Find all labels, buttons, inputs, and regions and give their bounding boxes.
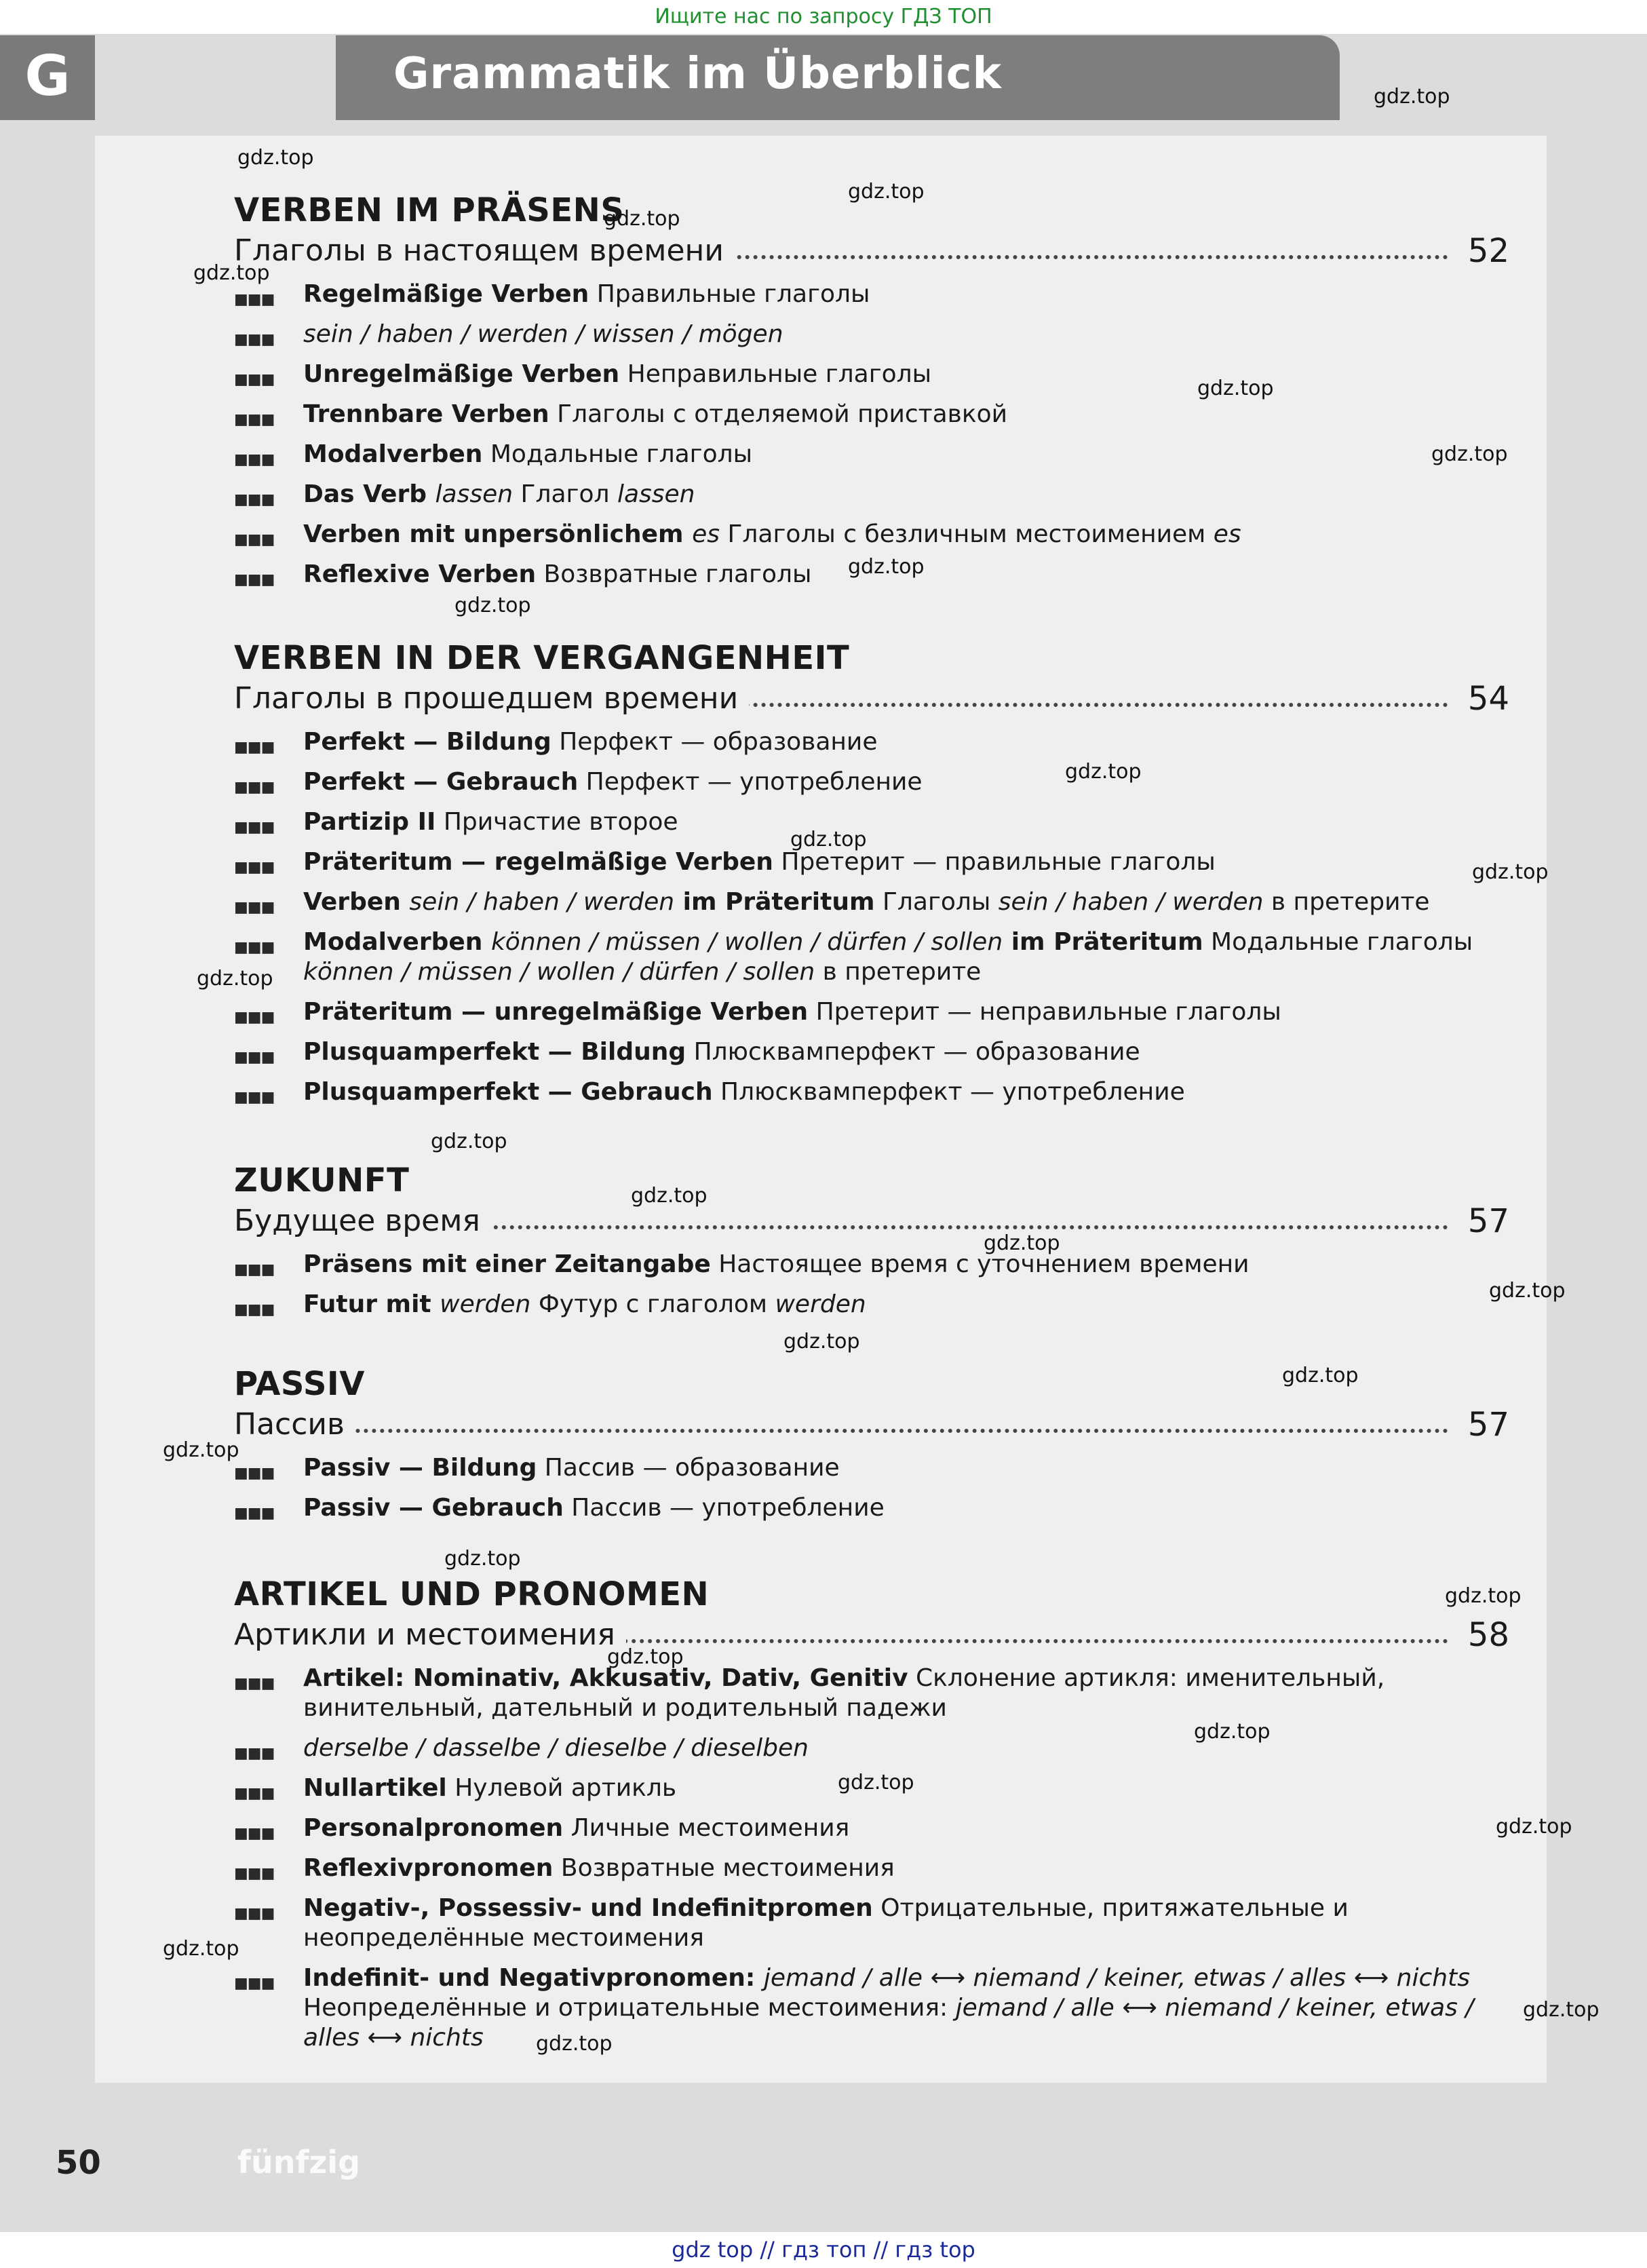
german-term: Perfekt — Gebrauch (303, 768, 579, 796)
german-term: Futur mit (303, 1290, 440, 1318)
russian-translation: Глаголы с отделяемой приставкой (549, 400, 1008, 428)
bullet-squares-icon: ■■■ (234, 571, 275, 588)
russian-translation: Плюсквамперфект — образование (686, 1038, 1140, 1066)
italic-term: jemand / alle ⟷ niemand / keiner, etwas / alles ⟷ nichts (763, 1964, 1470, 1992)
leader-dots (234, 1429, 1448, 1433)
german-term: Negativ-, Possessiv- und Indefinitpromen (303, 1894, 873, 1922)
italic-term: werden (775, 1290, 866, 1318)
section-subtitle: Глаголы в прошедшем времени (234, 678, 749, 719)
watermark-text: gdz.top (1065, 760, 1142, 784)
italic-term: können / müssen / wollen / dürfen / sollen (490, 928, 1003, 956)
italic-term: können / müssen / wollen / dürfen / sollen (303, 958, 815, 986)
watermark-text: gdz.top (1374, 85, 1450, 109)
toc-item (234, 400, 1509, 429)
toc-item (234, 480, 1509, 510)
toc-section (234, 638, 1509, 1117)
german-term: Verben (303, 888, 410, 916)
bullet-squares-icon: ■■■ (234, 1865, 275, 1882)
toc-item (234, 847, 1509, 877)
bullet-squares-icon: ■■■ (234, 1301, 275, 1318)
russian-translation: в претерите (1263, 888, 1430, 916)
german-term: Perfekt — Bildung (303, 728, 551, 756)
russian-translation: Перфект — образование (551, 728, 878, 756)
german-term: Unregelmäßige Verben (303, 360, 620, 388)
toc-item (234, 1664, 1509, 1723)
bullet-squares-icon: ■■■ (234, 411, 275, 428)
bullet-squares-icon: ■■■ (234, 819, 275, 836)
russian-translation: Пассив — образование (537, 1454, 840, 1482)
german-term: Trennbare Verben (303, 400, 549, 428)
watermark-text: gdz.top (536, 2032, 613, 2056)
toc-section (234, 1160, 1509, 1330)
toc-item (234, 887, 1509, 917)
watermark-text: gdz.top (783, 1330, 860, 1353)
page-number-word: fünfzig (237, 2144, 360, 2180)
section-subtitle: Пассив (234, 1404, 355, 1445)
bullet-squares-icon: ■■■ (234, 531, 275, 548)
section-page-number: 52 (1457, 231, 1509, 271)
section-subtitle-row[interactable] (234, 678, 1509, 720)
german-term: Indefinit- und Negativpronomen: (303, 1964, 764, 1992)
section-subtitle: Глаголы в настоящем времени (234, 231, 735, 271)
section-subtitle-row[interactable] (234, 231, 1509, 273)
bullet-squares-icon: ■■■ (234, 291, 275, 308)
bottom-banner[interactable] (0, 2232, 1647, 2268)
german-term: Passiv — Bildung (303, 1454, 537, 1482)
watermark-text: gdz.top (237, 146, 314, 170)
russian-translation: Настоящее время с уточнением времени (710, 1250, 1249, 1278)
german-term: Passiv — Gebrauch (303, 1494, 564, 1522)
toc-section (234, 1574, 1509, 2063)
watermark-text: gdz.top (984, 1231, 1060, 1255)
bullet-squares-icon: ■■■ (234, 1261, 275, 1278)
german-term: Regelmäßige Verben (303, 280, 589, 308)
toc-item (234, 1077, 1509, 1107)
watermark-text: gdz.top (848, 180, 925, 204)
bullet-squares-icon: ■■■ (234, 1505, 275, 1522)
italic-term: sein / haben / werden (998, 888, 1264, 916)
watermark-text: gdz.top (454, 594, 531, 617)
bullet-squares-icon: ■■■ (234, 1785, 275, 1802)
russian-translation: Претерит — неправильные глаголы (808, 998, 1281, 1026)
bullet-squares-icon: ■■■ (234, 1009, 275, 1026)
russian-translation: Неопределённые и отрицательные местоимения: (303, 1994, 956, 2022)
bullet-squares-icon: ■■■ (234, 1905, 275, 1922)
toc-item (234, 1493, 1509, 1523)
watermark-text: gdz.top (193, 261, 270, 285)
bullet-squares-icon: ■■■ (234, 1675, 275, 1692)
watermark-text: gdz.top (444, 1547, 521, 1571)
russian-translation: Глагол (513, 480, 617, 508)
german-term: Modalverben (303, 440, 483, 468)
german-term: Plusquamperfekt — Bildung (303, 1038, 686, 1066)
russian-translation: в претерите (815, 958, 982, 986)
toc-item (234, 440, 1509, 469)
toc-item (234, 767, 1509, 797)
bullet-squares-icon: ■■■ (234, 1049, 275, 1066)
russian-translation: Возвратные глаголы (536, 560, 812, 588)
watermark-text: gdz.top (607, 1645, 684, 1669)
german-term: Artikel: Nominativ, Akkusativ, Dativ, Genitiv (303, 1664, 908, 1692)
german-term: Das Verb (303, 480, 435, 508)
watermark-text: gdz.top (848, 555, 925, 579)
bullet-squares-icon: ■■■ (234, 1745, 275, 1762)
section-title: ZUKUNFT (234, 1161, 410, 1199)
section-subtitle-row[interactable] (234, 1615, 1509, 1657)
bullet-squares-icon: ■■■ (234, 331, 275, 348)
toc-item (234, 1453, 1509, 1483)
russian-translation: Неправильные глаголы (619, 360, 932, 388)
russian-translation: Глаголы с безличным местоимением (720, 520, 1214, 548)
toc-item (234, 1963, 1509, 2053)
italic-term: werden (440, 1290, 531, 1318)
bottom-banner-text[interactable]: gdz top // гдз топ // гдз top (672, 2237, 975, 2263)
section-subtitle: Будущее время (234, 1201, 491, 1242)
russian-translation: Причастие второе (435, 808, 678, 836)
german-term: Nullartikel (303, 1774, 447, 1802)
italic-term: lassen (435, 480, 514, 508)
watermark-text: gdz.top (1431, 442, 1508, 466)
german-term: Partizip II (303, 808, 436, 836)
bullet-squares-icon: ■■■ (234, 859, 275, 876)
section-subtitle-row[interactable] (234, 1404, 1509, 1446)
section-title: PASSIV (234, 1365, 365, 1403)
top-banner[interactable] (0, 0, 1647, 34)
russian-translation: Нулевой артикль (446, 1774, 677, 1802)
toc-item (234, 320, 1509, 349)
section-title: VERBEN IN DER VERGANGENHEIT (234, 639, 850, 677)
watermark-text: gdz.top (1472, 860, 1549, 884)
italic-term: sein / haben / werden (409, 888, 675, 916)
toc-item (234, 1733, 1509, 1763)
toc-section (234, 190, 1509, 600)
page-title: Grammatik im Überblick (393, 49, 1003, 99)
toc-item (234, 727, 1509, 757)
toc-item (234, 927, 1509, 987)
russian-translation: Отрицательные, притяжательные и неопределённые местоимения (303, 1894, 1349, 1952)
watermark-text: gdz.top (604, 207, 680, 231)
russian-translation: Плюсквамперфект — употребление (712, 1078, 1185, 1106)
section-title: ARTIKEL UND PRONOMEN (234, 1575, 710, 1613)
italic-term: es (692, 520, 720, 548)
russian-translation: Возвратные местоимения (553, 1854, 895, 1882)
german-term: Verben mit unpersönlichem (303, 520, 693, 548)
bullet-squares-icon: ■■■ (234, 451, 275, 468)
italic-term: jemand / alle ⟷ niemand / keiner, etwas / alles ⟷ nichts (303, 1994, 1474, 2052)
toc-item (234, 807, 1509, 837)
russian-translation: Пассив — употребление (563, 1494, 885, 1522)
toc-item (234, 1037, 1509, 1067)
watermark-text: gdz.top (1282, 1364, 1359, 1387)
section-page-number: 54 (1457, 678, 1509, 719)
german-term: Präsens mit einer Zeitangabe (303, 1250, 711, 1278)
bullet-squares-icon: ■■■ (234, 939, 275, 956)
toc-item (234, 360, 1509, 389)
toc-item (234, 1894, 1509, 1953)
toc-item (234, 520, 1509, 550)
russian-translation: Правильные глаголы (589, 280, 870, 308)
section-page-number: 57 (1457, 1404, 1509, 1445)
section-letter-badge: G (0, 35, 95, 120)
top-banner-text[interactable]: Ищите нас по запросу ГДЗ ТОП (655, 5, 992, 28)
german-term: Reflexivpronomen (303, 1854, 554, 1882)
german-term: Plusquamperfekt — Gebrauch (303, 1078, 713, 1106)
italic-term: lassen (617, 480, 695, 508)
page-header (336, 35, 1340, 120)
watermark-text: gdz.top (1197, 377, 1274, 400)
toc-item (234, 280, 1509, 309)
russian-translation: Модальные глаголы (482, 440, 753, 468)
bullet-squares-icon: ■■■ (234, 779, 275, 796)
bullet-squares-icon: ■■■ (234, 1089, 275, 1106)
bullet-squares-icon: ■■■ (234, 739, 275, 756)
watermark-text: gdz.top (1445, 1584, 1522, 1608)
russian-translation: Претерит — правильные глаголы (773, 848, 1216, 876)
toc-item (234, 1813, 1509, 1843)
italic-term: es (1213, 520, 1241, 548)
bullet-squares-icon: ■■■ (234, 1975, 275, 1992)
german-term: Personalpronomen (303, 1814, 564, 1842)
german-term: Modalverben (303, 928, 491, 956)
watermark-text: gdz.top (1489, 1279, 1566, 1303)
toc-item (234, 997, 1509, 1027)
watermark-text: gdz.top (197, 967, 273, 991)
russian-translation: Личные местоимения (563, 1814, 850, 1842)
watermark-text: gdz.top (790, 828, 867, 851)
watermark-text: gdz.top (1194, 1720, 1271, 1744)
toc-item (234, 1290, 1509, 1320)
german-term: im Präteritum (674, 888, 875, 916)
watermark-text: gdz.top (1523, 1998, 1600, 2022)
russian-translation: Склонение артикля: именительный, винительный, дательный и родительный падежи (303, 1664, 1385, 1722)
bullet-squares-icon: ■■■ (234, 899, 275, 916)
italic-term: sein / haben / werden / wissen / mögen (303, 320, 783, 348)
toc-section (234, 1364, 1509, 1533)
german-term: Reflexive Verben (303, 560, 537, 588)
section-subtitle-row[interactable] (234, 1201, 1509, 1243)
watermark-text: gdz.top (163, 1438, 239, 1462)
toc-item (234, 1853, 1509, 1883)
watermark-text: gdz.top (163, 1937, 239, 1961)
page-number: 50 (56, 2144, 101, 2182)
section-page-number: 57 (1457, 1201, 1509, 1242)
watermark-text: gdz.top (431, 1130, 507, 1153)
russian-translation: Модальные глаголы (1203, 928, 1473, 956)
bullet-squares-icon: ■■■ (234, 1825, 275, 1842)
watermark-text: gdz.top (1496, 1815, 1572, 1839)
german-term: Präteritum — unregelmäßige Verben (303, 998, 809, 1026)
section-subtitle: Артикли и местоимения (234, 1615, 626, 1655)
russian-translation: Футур с глаголом (530, 1290, 775, 1318)
watermark-text: gdz.top (631, 1184, 708, 1208)
german-term: Präteritum — regelmäßige Verben (303, 848, 773, 876)
german-term: im Präteritum (1003, 928, 1203, 956)
watermark-text: gdz.top (838, 1771, 914, 1794)
italic-term: derselbe / dasselbe / dieselbe / dieselben (303, 1734, 809, 1762)
bullet-squares-icon: ■■■ (234, 1465, 275, 1482)
russian-translation: Перфект — употребление (578, 768, 923, 796)
section-page-number: 58 (1457, 1615, 1509, 1655)
russian-translation: Глаголы (874, 888, 999, 916)
toc-item (234, 1250, 1509, 1280)
bullet-squares-icon: ■■■ (234, 371, 275, 388)
section-title: VERBEN IM PRÄSENS (234, 191, 625, 229)
bullet-squares-icon: ■■■ (234, 491, 275, 508)
